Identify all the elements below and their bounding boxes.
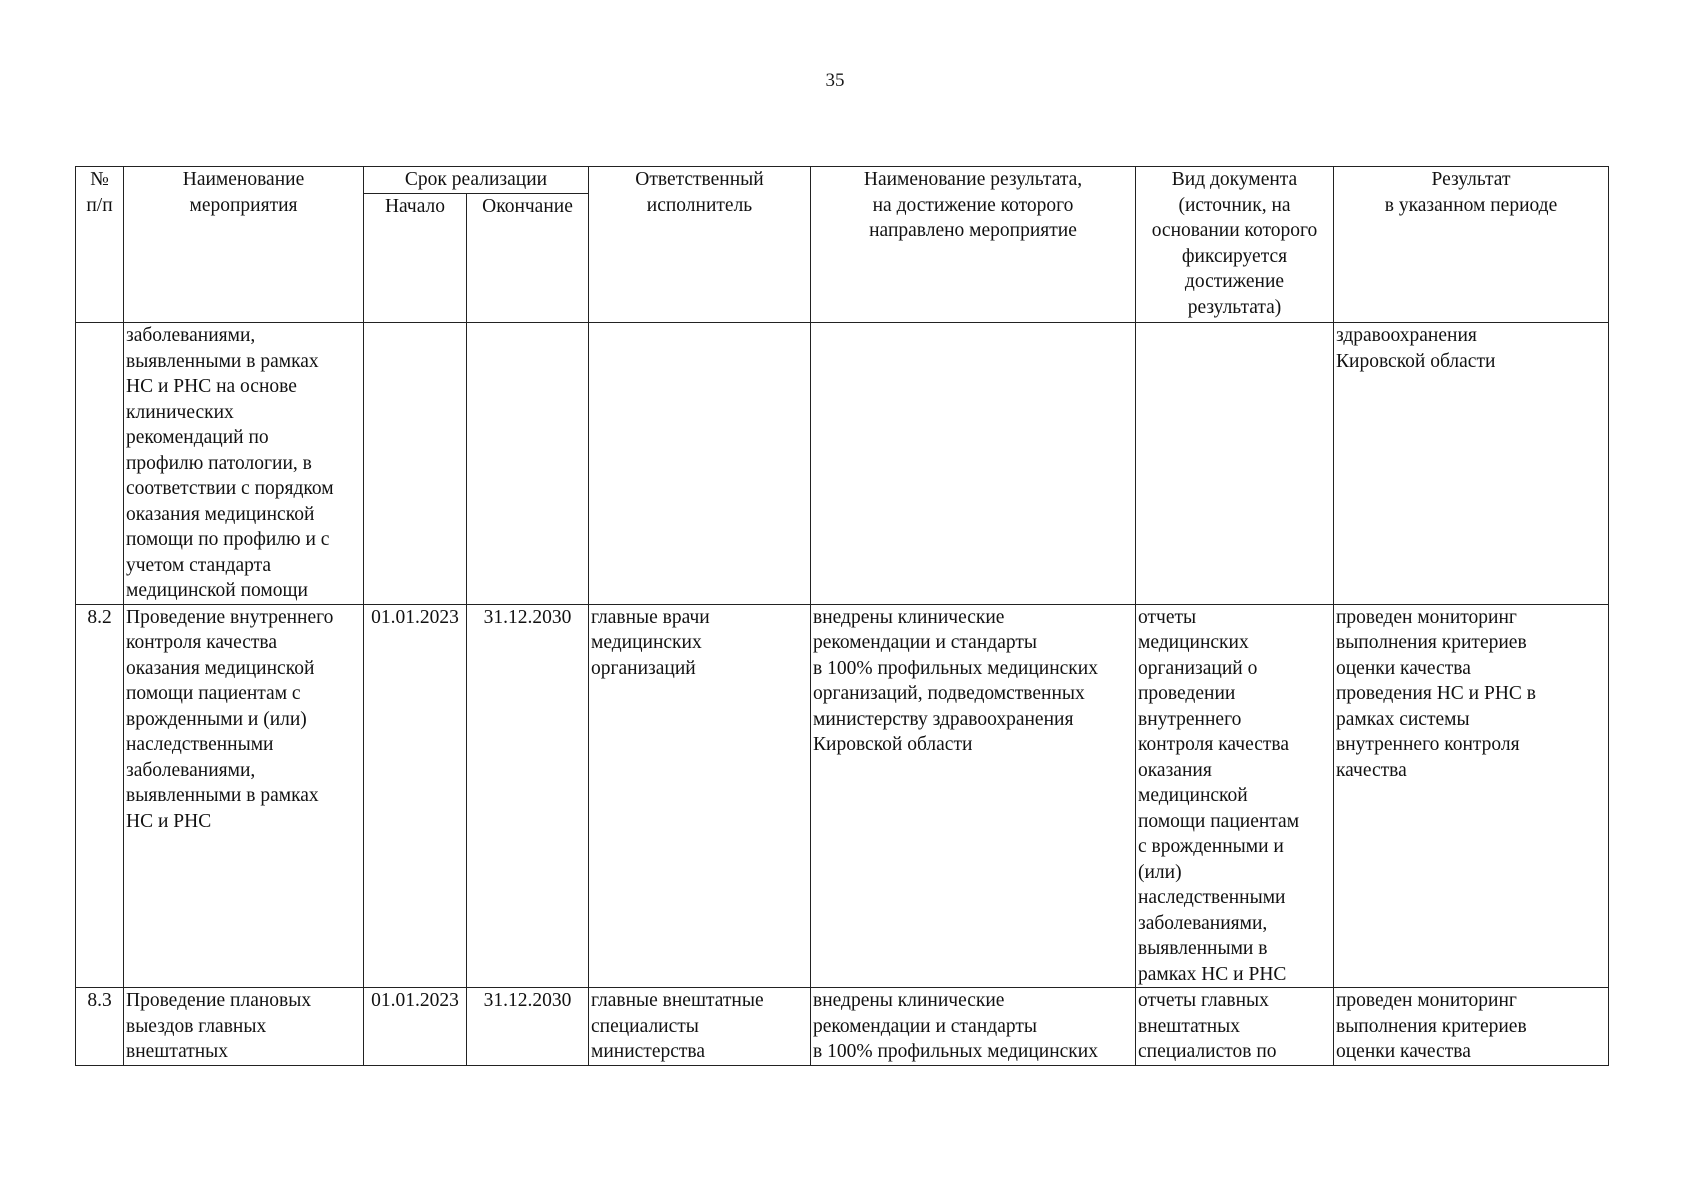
cell-name: Проведение плановых выездов главных внештатных xyxy=(124,988,364,1066)
header-num: № п/п xyxy=(76,167,124,323)
cell-doc-type: отчеты медицинских организаций о проведении внутреннего контроля качества оказания медицинской помощи пациентам с врожденными и (или) наследственными заболеваниями, выявленными в рамках НС и РНС xyxy=(1136,604,1334,988)
cell-result-name: внедрены клинические рекомендации и стандарты в 100% профильных медицинских организаций, подведомственных министерству здравоохранения Кировской области xyxy=(811,604,1136,988)
cell-result: проведен мониторинг выполнения критериев оценки качества xyxy=(1334,988,1609,1066)
cell-start: 01.01.2023 xyxy=(364,988,467,1066)
header-name: Наименование мероприятия xyxy=(124,167,364,323)
cell-result: проведен мониторинг выполнения критериев оценки качества проведения НС и РНС в рамках системы внутреннего контроля качества xyxy=(1334,604,1609,988)
header-result-name: Наименование результата, на достижение которого направлено мероприятие xyxy=(811,167,1136,323)
cell-start: 01.01.2023 xyxy=(364,604,467,988)
table-row xyxy=(76,988,1609,1066)
header-executor: Ответственный исполнитель xyxy=(589,167,811,323)
cell-name: заболеваниями, выявленными в рамках НС и РНС на основе клинических рекомендаций по профилю патологии, в соответствии с порядком оказания медицинской помощи по профилю и с учетом стандарта медицинской помощи xyxy=(124,323,364,605)
cell-result-name: внедрены клинические рекомендации и стандарты в 100% профильных медицинских xyxy=(811,988,1136,1066)
cell-num: 8.2 xyxy=(76,604,124,988)
action-plan-table xyxy=(75,166,1609,1066)
header-period: Срок реализации xyxy=(364,167,589,194)
cell-end: 31.12.2030 xyxy=(467,988,589,1066)
cell-end xyxy=(467,323,589,605)
header-start: Начало xyxy=(364,194,467,323)
cell-start xyxy=(364,323,467,605)
cell-name: Проведение внутреннего контроля качества оказания медицинской помощи пациентам с врожденными и (или) наследственными заболеваниями, выявленными в рамках НС и РНС xyxy=(124,604,364,988)
page-number: 35 xyxy=(825,70,845,91)
header-doc-type: Вид документа (источник, на основании которого фиксируется достижение результата) xyxy=(1136,167,1334,323)
table-row xyxy=(76,323,1609,605)
cell-result-name xyxy=(811,323,1136,605)
cell-num xyxy=(76,323,124,605)
cell-result: здравоохранения Кировской области xyxy=(1334,323,1609,605)
table-header-row xyxy=(76,167,1609,194)
cell-doc-type: отчеты главных внештатных специалистов по xyxy=(1136,988,1334,1066)
table-row xyxy=(76,604,1609,988)
cell-doc-type xyxy=(1136,323,1334,605)
cell-executor: главные врачи медицинских организаций xyxy=(589,604,811,988)
header-end: Окончание xyxy=(467,194,589,323)
cell-executor: главные внештатные специалисты министерства xyxy=(589,988,811,1066)
cell-executor xyxy=(589,323,811,605)
cell-num: 8.3 xyxy=(76,988,124,1066)
cell-end: 31.12.2030 xyxy=(467,604,589,988)
header-result: Результат в указанном периоде xyxy=(1334,167,1609,323)
